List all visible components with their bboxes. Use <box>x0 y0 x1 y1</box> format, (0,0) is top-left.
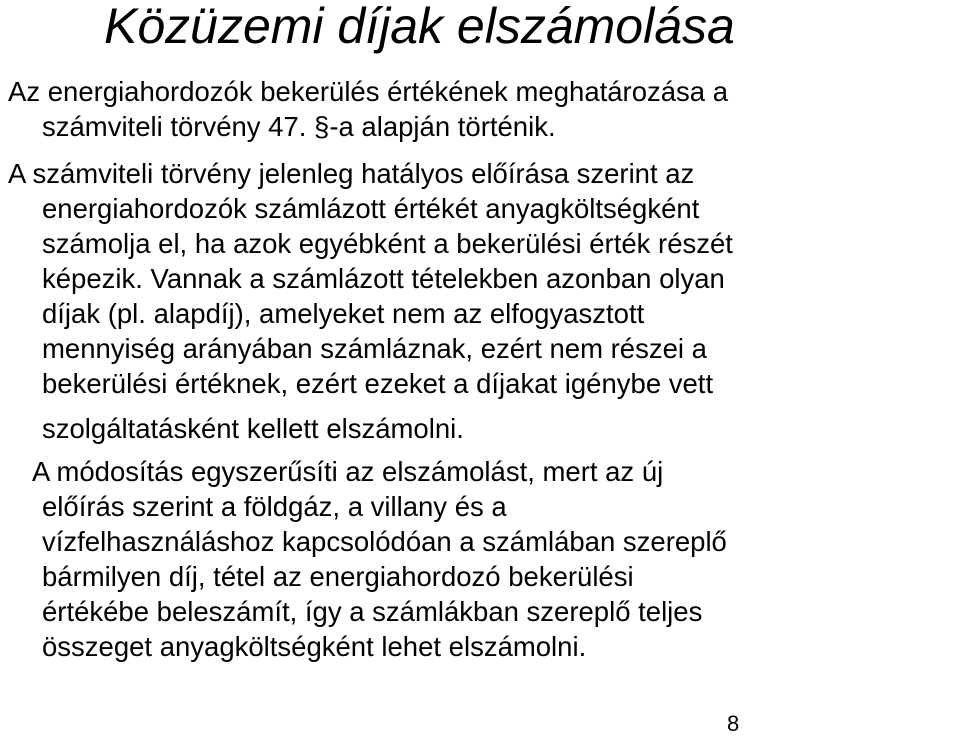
page-number: 8 <box>727 711 740 736</box>
paragraph-1-line: számviteli törvény 47. §-a alapján történik. <box>42 111 556 142</box>
paragraph-2-line: díjak (pl. alapdíj), amelyeket nem az elfogyasztott <box>42 298 645 329</box>
paragraph-2-line: bekerülési értéknek, ezért ezeket a díjakat igénybe vett <box>42 368 714 399</box>
paragraph-2-line: mennyiség arányában számláznak, ezért nem részei a <box>42 333 707 364</box>
paragraph-2-line: energiahordozók számlázott értékét anyagköltségként <box>42 193 700 224</box>
paragraph-2-line: szolgáltatásként kellett elszámolni. <box>42 413 464 444</box>
slide-title: Közüzemi díjak elszámolása <box>104 0 735 54</box>
paragraph-3-line: előírás szerint a földgáz, a villany és a <box>42 491 507 522</box>
paragraph-3-line: A módosítás egyszerűsíti az elszámolást, mert az új <box>32 456 664 487</box>
paragraph-2-line: képezik. Vannak a számlázott tételekben azonban olyan <box>42 263 725 294</box>
paragraph-3-line: bármilyen díj, tétel az energiahordozó bekerülési <box>42 561 634 592</box>
paragraph-2-line: számolja el, ha azok egyébként a bekerülési érték részét <box>42 228 733 259</box>
paragraph-3-line: értékébe beleszámít, így a számlákban szereplő teljes <box>42 596 703 627</box>
paragraph-3-line: vízfelhasználáshoz kapcsolódóan a számlában szereplő <box>42 526 727 557</box>
paragraph-2-line: A számviteli törvény jelenleg hatályos előírása szerint az <box>8 158 695 189</box>
paragraph-1-line: Az energiahordozók bekerülés értékének meghatározása a <box>8 76 729 107</box>
paragraph-3-line: összeget anyagköltségként lehet elszámolni. <box>42 631 587 662</box>
